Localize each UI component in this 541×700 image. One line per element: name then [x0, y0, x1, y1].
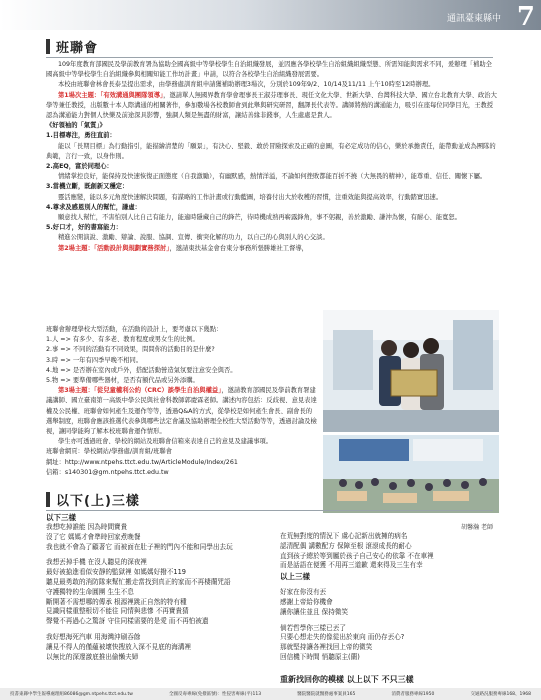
- section-header-class-council: [46, 38, 98, 54]
- session-text: ，邀請教育部國民及學前教育署建議講師、國立臺南第一高級中學公民與社會科教師郭慶霖老師。講述內容包括：反歧視、意見表達權及公民權、班聯會如何產生及運作等等，透過Q&A的方式，從學校是如何產生會長、副會長的選舉制度，班聯會應該推選代表參與哪些法定會議及協助辦理全校性大型活動等等，透過討論及檢視，讓同學能夠了解本校班聯會運作情形。: [46, 387, 317, 436]
- checklist-line: 3.時 => 一年有四季早晚不相同。: [46, 356, 143, 364]
- poem-line: 倘若哲學你三樣已丟了: [280, 623, 346, 632]
- paragraph: 109年度教育部國民及學前教育署為協助全國高級中等學校學生自治組織發展，並因應各學校學生自治組織組織型態、所需知能與需求不同，爰辦理「補助全國高級中等學校學生自治組織參與相關知能工作坊計畫」申請，以符合各校學生自治組織發展需要。: [46, 61, 492, 79]
- poem-line: 讓見不得人的僅蘊被壞快搜放入深不見底的海溝裡: [46, 642, 192, 651]
- issue-number: 7: [516, 2, 535, 32]
- poem-line: 沒了它 媽媽才會準時回家煮晚餐: [46, 532, 141, 541]
- session-text: ，邀請東扶基金會台東分事務所張勝雄社工督導，: [169, 244, 308, 252]
- poem-stanza-title: 以上三樣: [280, 572, 310, 582]
- section-title: 以下(上)三樣: [56, 493, 140, 509]
- session-label: 第3場主題：: [58, 387, 94, 395]
- poem-line: 聽見最勇敢的消防隊來幫忙搬走當找到真正的家而不再棲蘭咒語: [46, 577, 231, 586]
- checklist-line: 4.地 => 是否辦在室內或戶外，搭配活動營造氣氛要注意安全與否。: [46, 366, 237, 374]
- photo-workshop-classroom: [323, 435, 499, 513]
- poem-line: 聲覺不再過心之驚訝 守住同樣需要的是愛 而不再怕被遺: [46, 617, 209, 626]
- quality-text: 能以「長期目標」為行動指引，能描繪清楚的「願景」，有決心、堅毅、敢於冒險探索及正確的意圖，有必定成功的信心，樂於承擔責任，能帶動並成為團隊的典範，言行一致，以身作則。: [46, 142, 496, 160]
- top-banner: [0, 0, 541, 30]
- poem-left-column: [46, 512, 264, 662]
- qualities-list: [46, 131, 498, 243]
- website-url[interactable]: 網址：http://www.ntpehs.ttct.edu.tw/ArticleModule/Index/261: [46, 458, 238, 466]
- quality-heading: 5.好口才，好的書寫能力：: [46, 224, 123, 232]
- poem-line: 我也就不會為了顧著它 而被面在肚子裡的門內不能和同學出去玩: [46, 542, 233, 551]
- paragraph: 本校由班聯會林會長泰呈提出需求，由學務處訓育組申請獲補助辦理3場次，分別於109年9/2、10/14及11/11 上午10時至12時辦理。: [58, 81, 435, 89]
- quality-heading: 2.高EQ，富於同理心：: [46, 163, 113, 171]
- section-header-poem: [46, 491, 140, 507]
- poem-line: 而是話語在便獲 不用再三道歉 還來得及三生有幸: [280, 561, 423, 570]
- paragraph: [46, 91, 498, 122]
- poem-right-column: [280, 532, 498, 685]
- quality-text: 精進公開演說、激勵、辯論、說服、協調、宣傳、衝突化解的功力，以自己的心與別人的心交談。: [58, 234, 329, 242]
- issue-label: 通訊臺東縣中: [446, 14, 501, 24]
- footer-hotline: 醫院醫院就醫務處事案員165: [297, 692, 356, 697]
- session-topic: 「有效溝通與團隊領導」: [100, 91, 164, 99]
- checklist-line: 5.物 => 要準備哪些器材，是否有額代品或另外添購。: [46, 377, 199, 385]
- poem-line: 我想吃掉誰能 因為時間寶貴: [46, 523, 128, 531]
- paragraph: 學生亦可透過班會、學校的網站及班聯會信箱來表達自己的意見及建議事項。: [58, 438, 273, 446]
- poem-line: 感謝上帝給你機會: [280, 597, 333, 606]
- poem-line: 好家在你沒有丟: [280, 588, 327, 597]
- poem-line: 我好想海死汽車 用海灣沖刷吞餘: [46, 632, 141, 641]
- checklist-line: 班聯會辦理學校大型活動，在活動的設計上，要考慮以下幾點：: [46, 326, 223, 333]
- book-heading: 《好領袖的「氣質」》: [46, 122, 106, 130]
- session-label: 第2場主題：: [58, 244, 94, 252]
- poem-line: 見識同樣重整根切不能往 同情與悲慘 不再寶貴猜: [46, 607, 189, 616]
- article-body: [46, 60, 498, 254]
- checklist-line: 2.事 => 不同的活動有不同效果，問問你的活動目的是什麼?: [46, 346, 215, 354]
- poem-line: 最好被搶進看似安靜的監獄裡 如媽媽好撥不119: [46, 568, 186, 577]
- session-text: ，邀請單人無國界教育學會理事長王淑芬理事長、現任文化大學、世新大學、台灣科技大學、國立台北教育大學、政治大學等兼任教授，出版數十本人際溝通的相關著作，參加數場各校教師會到此舉與研究研習，翻譯長代表等。講師將熱的溝通能力，吸引在座每位同學目光，王教授認為溝通能力對個人快樂及前途深具影響，強調人類是無盡的財富，讓結善緣非錢事，人生處處是貴人。: [46, 91, 497, 120]
- quality-heading: 4.尊求及感恩別人的幫忙，謙虛：: [46, 203, 141, 211]
- poem-line: 我想丟掉手機 在沒人聽見的深夜裡: [46, 558, 148, 567]
- poem-line: 認清配偶 講數配方 保障至根 滾滾成長的耐心: [280, 541, 412, 550]
- quality-text: 願意找人幫忙，不害怕別人比自己有能力，能適時隱藏自己的鋒芒，待時機成熟再嶄露鋒角，事不躬親，善於激勵、謙沖為懷，有耐心、能寬恕。: [58, 214, 461, 222]
- session-topic: 「從兒童權利公約（CRC）談學生自治與權益」: [93, 387, 222, 395]
- footer-hotlines: [0, 688, 541, 700]
- section-title: 班聯會: [56, 40, 99, 56]
- poem-line: 讓你讓住並且 保持微笑: [280, 607, 349, 616]
- photo-illustration: [323, 435, 499, 513]
- checklist-line: 1.人 => 有多少、有多老、教育程度或男女生的比例。: [46, 336, 199, 344]
- left-column: [46, 325, 318, 478]
- stanza-gap: [280, 663, 498, 669]
- photo-illustration: [323, 310, 499, 432]
- quality-text: 情緒掌控良好，能保持及快速恢復正面態度（自我激勵），有幽默感，熱情洋溢，不論如何挫敗都能百折不撓（大無畏的精神），能尊重、信任、關懷下屬。: [58, 173, 487, 181]
- quality-text: 靈活應變，能以多元角度快速解決問題，有謀略的工作計畫或行動藍圖，培養付出大於收穫的習慣，注重效能與提高效率，行動踏實迅速。: [58, 193, 443, 201]
- section-bar: [46, 39, 50, 54]
- footer-hotline: 全國反毒專線(免撥區號)：性侵害專線(平)113: [169, 692, 262, 697]
- poem-line: 回信機下時間 悄聽原主(蘭): [280, 652, 360, 661]
- poem-line: 在荒無對度的情況下 虞心記新出就擁的病名: [280, 532, 408, 540]
- email-address[interactable]: 信箱：s140301@gm.ntpehs.ttct.edu.tw: [46, 468, 169, 476]
- webpage-path: 班聯會網頁：學校網站/學務處/訓育組/班聯會: [46, 448, 173, 456]
- poem-line: 只要心想走失的像從出於東向 而仍存丟心?: [280, 633, 405, 642]
- poem-closing-line: 重新找回你的模樣 以上以下 不只三樣: [280, 674, 414, 684]
- photo-speaker-with-students: [323, 310, 499, 432]
- footer-contact: 投書東縣中學生報導處理組86086@gm.ntpehs.ttct.edu.tw: [10, 692, 133, 697]
- section-divider: [46, 57, 493, 58]
- poem-line: 那就堅持讓各裡找回上帝的微笑: [280, 643, 373, 652]
- poem-line: 守護獨特的生命圓團 生生不息: [46, 587, 134, 596]
- author-name: 胡馨瀚 老師: [461, 524, 493, 531]
- footer-hotline: 交通路況服務專線168、1968: [470, 692, 531, 697]
- footer-hotline: 消費者服務專線1950: [391, 692, 435, 697]
- poem-line: 斷開著不需想哪的傳承 根源裡跳正自然的特有種: [46, 597, 187, 606]
- poem-line: 直到孩子總於等到屬於孩子自己安心的依靠 不在車裡: [280, 551, 434, 560]
- quality-heading: 1.目標專注，勇往直前：: [46, 132, 116, 140]
- session-label: 第1場次主題：: [58, 91, 101, 99]
- paragraph: [46, 244, 498, 254]
- session-topic: 「活動設計與規劃實務探討」: [93, 244, 170, 252]
- poem-stanza-title: 以下三樣: [46, 513, 76, 522]
- section-divider: [46, 510, 493, 511]
- activity-checklist: [46, 325, 318, 386]
- quality-heading: 3.當機立斷，既創新又穩定：: [46, 183, 129, 191]
- paragraph: [46, 386, 318, 437]
- poem-line: 以無比的深邃激底推出偷懶夫婦: [46, 652, 139, 661]
- section-bar: [46, 492, 50, 507]
